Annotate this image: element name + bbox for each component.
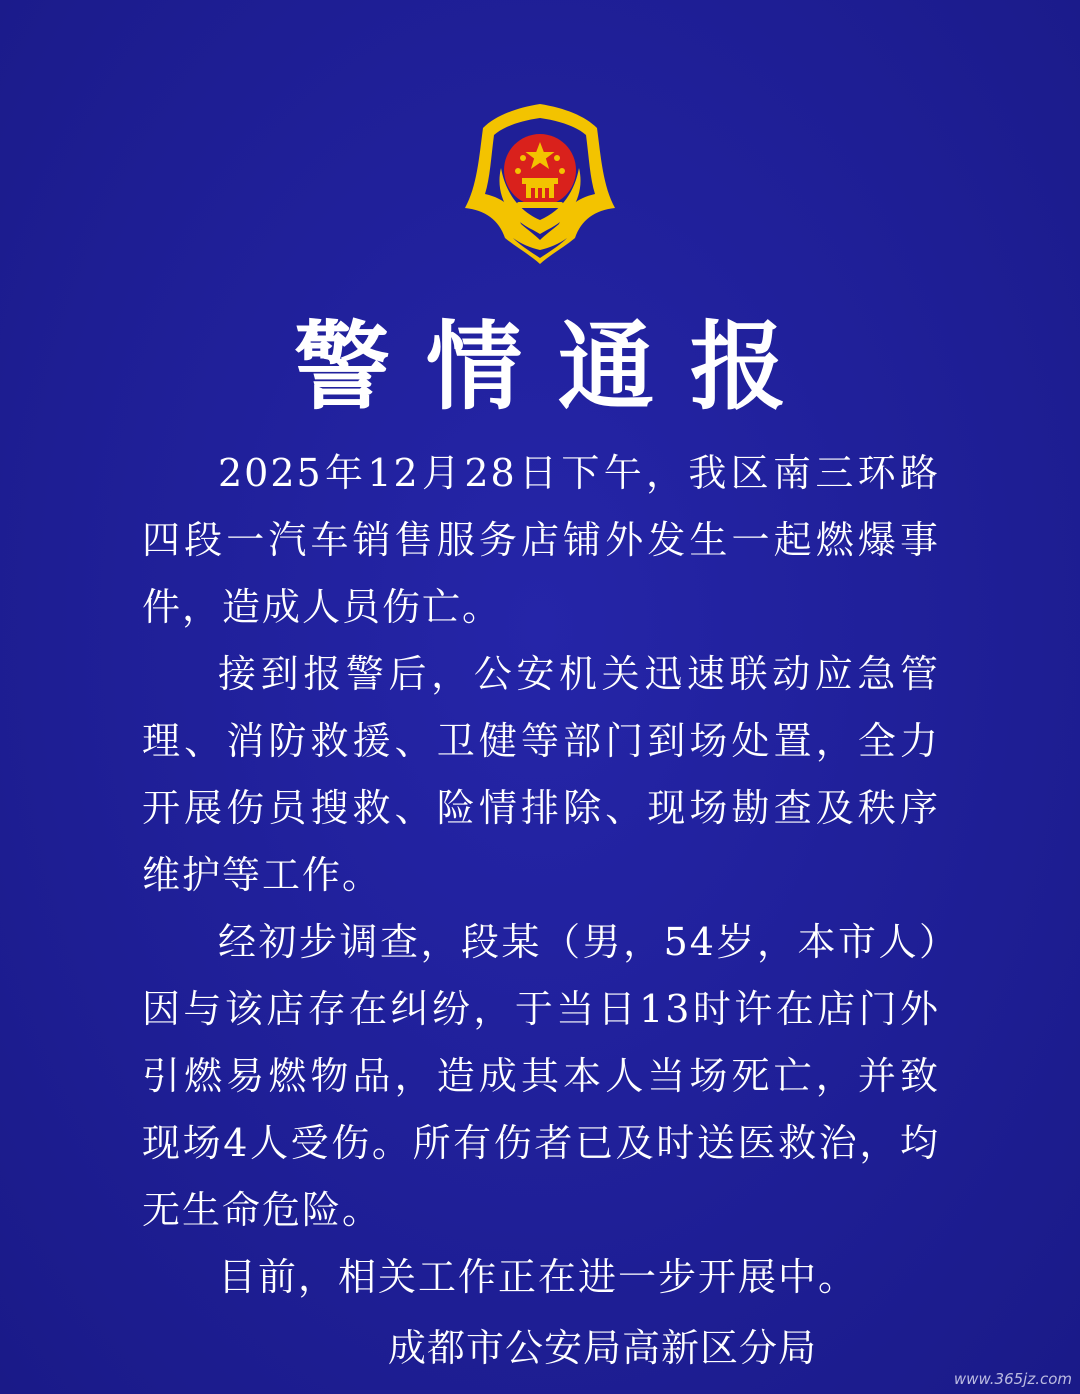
paragraph: 经初步调查，段某（男，54岁，本市人）因与该店存在纠纷，于当日13时许在店门外引燃易燃物品，造成其本人当场死亡，并致现场4人受伤。所有伤者已及时送医救治，均无生命危险。 bbox=[142, 920, 940, 1232]
watermark: www.365jz.com bbox=[953, 1370, 1072, 1388]
paragraph: 接到报警后，公安机关迅速联动应急管理、消防救援、卫健等部门到场处置，全力开展伤员搜救、险情排除、现场勘查及秩序维护等工作。 bbox=[142, 652, 940, 897]
page-title: 警情通报 bbox=[294, 311, 822, 423]
notice-body bbox=[142, 440, 940, 1311]
paragraph: 2025年12月28日下午，我区南三环路四段一汽车销售服务店铺外发生一起燃爆事件，造成人员伤亡。 bbox=[142, 451, 940, 629]
police-badge-icon bbox=[455, 98, 625, 270]
paragraph: 目前，相关工作正在进一步开展中。 bbox=[218, 1255, 859, 1299]
issuer-signature: 成都市公安局高新区分局 bbox=[388, 1326, 818, 1370]
